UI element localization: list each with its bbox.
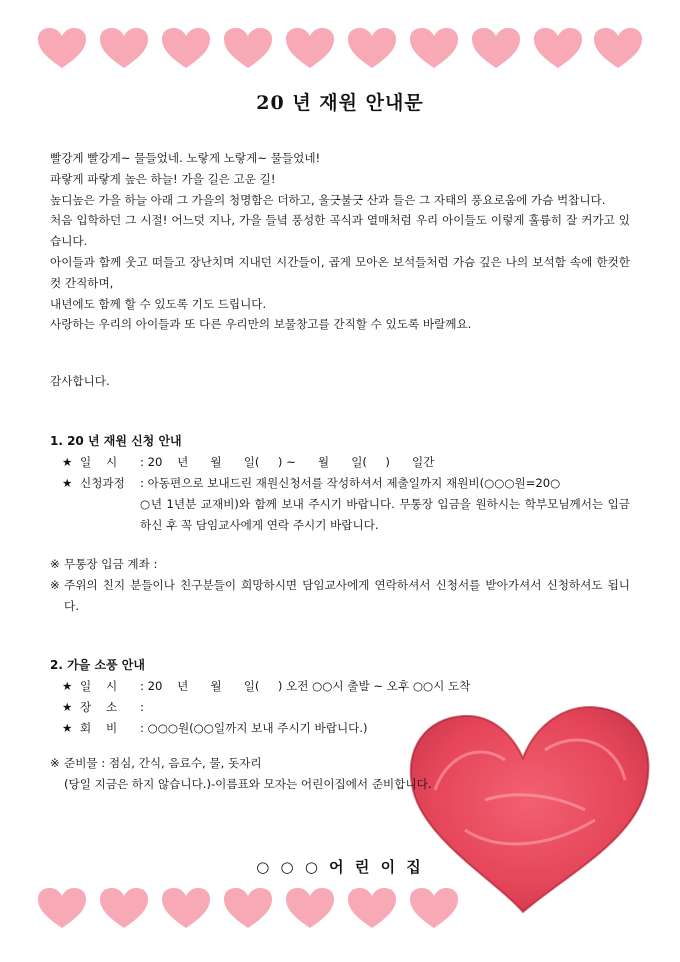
note-mark: ※ bbox=[50, 578, 60, 592]
intro-line: 내년에도 함께 할 수 있도록 기도 드립니다. bbox=[50, 296, 267, 311]
note-text: 무통장 입금 계좌 : bbox=[64, 557, 158, 571]
row-value: : 20 년 월 일( ) ~ 월 일( ) 일간 bbox=[140, 455, 435, 469]
document-title: 20 년 재원 안내문 bbox=[256, 92, 424, 114]
info-row-date bbox=[50, 452, 630, 473]
star-icon: ★ bbox=[62, 700, 73, 714]
bottom-heart-border bbox=[0, 888, 680, 938]
info-row-process bbox=[50, 473, 630, 494]
info-row-fee bbox=[50, 718, 630, 739]
note-text: 준비물 : 점심, 간식, 음료수, 물, 돗자리 bbox=[64, 756, 262, 770]
heart-icon bbox=[162, 888, 210, 930]
star-icon: ★ bbox=[62, 455, 73, 469]
heart-icon bbox=[286, 28, 334, 70]
row-label: 회 비 bbox=[80, 721, 118, 735]
heart-icon bbox=[224, 888, 272, 930]
heart-icon bbox=[348, 888, 396, 930]
note-mark: ※ bbox=[50, 756, 60, 770]
row-label: 일 시 bbox=[80, 455, 118, 469]
intro-paragraph bbox=[50, 148, 630, 335]
row-value: : 20 년 월 일( ) 오전 ○○시 출발 ~ 오후 ○○시 도착 bbox=[140, 679, 471, 693]
intro-line: 높디높은 가을 하늘 아래 그 가을의 청명함은 더하고, 울긋불긋 산과 들은 그 자태의 풍요로움에 가슴 벅찹니다. bbox=[50, 192, 606, 207]
heart-icon bbox=[472, 28, 520, 70]
intro-line: 처음 입학하던 그 시절! 어느덧 지나, 가을 들녘 풍성한 곡식과 열매처럼 우리 아이들도 이렇게 훌륭히 잘 커가고 있습니다. bbox=[50, 213, 630, 249]
section-enrollment bbox=[50, 432, 630, 617]
info-row-place bbox=[50, 697, 630, 718]
star-icon: ★ bbox=[62, 721, 73, 735]
info-row-date bbox=[50, 676, 630, 697]
row-value: : ○○○원(○○일까지 보내 주시기 바랍니다.) bbox=[140, 721, 368, 735]
prep-note-detail: (당일 지금은 하지 않습니다.)-이름표와 모자는 어린이집에서 준비합니다. bbox=[64, 777, 432, 791]
referral-note bbox=[50, 575, 630, 617]
section-title: 2. 가을 소풍 안내 bbox=[50, 658, 145, 672]
process-continuation: ○년 1년분 교재비)와 함께 보내 주시기 바랍니다. 무통장 입금을 원하시는 학부모님께서는 입금하신 후 꼭 담임교사에게 연락 주시기 바랍니다. bbox=[140, 497, 630, 532]
bank-account-note bbox=[50, 554, 630, 575]
intro-line: 사랑하는 우리의 아이들과 또 다른 우리만의 보물창고를 간직할 수 있도록 바랄께요. bbox=[50, 317, 472, 332]
heart-icon bbox=[410, 888, 458, 930]
section-picnic bbox=[50, 656, 630, 795]
row-label: 일 시 bbox=[80, 679, 118, 693]
row-value: : 아동편으로 보내드린 재원신청서를 작성하셔서 제출일까지 재원비(○○○원=20○ bbox=[140, 476, 561, 490]
row-value: : bbox=[140, 700, 144, 714]
heart-icon bbox=[410, 28, 458, 70]
row-label: 장 소 bbox=[80, 700, 118, 714]
intro-line: 아이들과 함께 웃고 떠들고 장난치며 지내던 시간들이, 곱게 모아온 보석들처럼 가슴 깊은 나의 보석함 속에 한컷한컷 간직하며, bbox=[50, 254, 630, 290]
heart-icon bbox=[100, 888, 148, 930]
prep-note bbox=[50, 753, 630, 774]
top-heart-border bbox=[0, 28, 680, 78]
thanks-text: 감사합니다. bbox=[50, 374, 110, 388]
heart-icon bbox=[224, 28, 272, 70]
heart-icon bbox=[38, 888, 86, 930]
intro-line: 파랗게 파랗게 높은 하늘! 가을 길은 고운 길! bbox=[50, 171, 276, 186]
heart-icon bbox=[38, 28, 86, 70]
star-icon: ★ bbox=[62, 476, 73, 490]
section-title: 1. 20 년 재원 신청 안내 bbox=[50, 434, 182, 448]
row-label: 신청과정 bbox=[80, 476, 125, 490]
heart-icon bbox=[534, 28, 582, 70]
intro-line: 빨강게 빨강게~ 물들었네. 노랗게 노랗게~ 물들었네! bbox=[50, 151, 321, 165]
note-text: 주위의 친지 분들이나 친구분들이 희망하시면 담임교사에게 연락하셔서 신청서를 받아가셔서 신청하셔도 됩니다. bbox=[64, 578, 630, 613]
note-mark: ※ bbox=[50, 557, 60, 571]
heart-icon bbox=[162, 28, 210, 70]
heart-icon bbox=[286, 888, 334, 930]
heart-icon bbox=[348, 28, 396, 70]
heart-icon bbox=[100, 28, 148, 70]
kindergarten-name: ○ ○ ○ 어 린 이 집 bbox=[256, 858, 424, 876]
star-icon: ★ bbox=[62, 679, 73, 693]
heart-icon bbox=[594, 28, 642, 70]
